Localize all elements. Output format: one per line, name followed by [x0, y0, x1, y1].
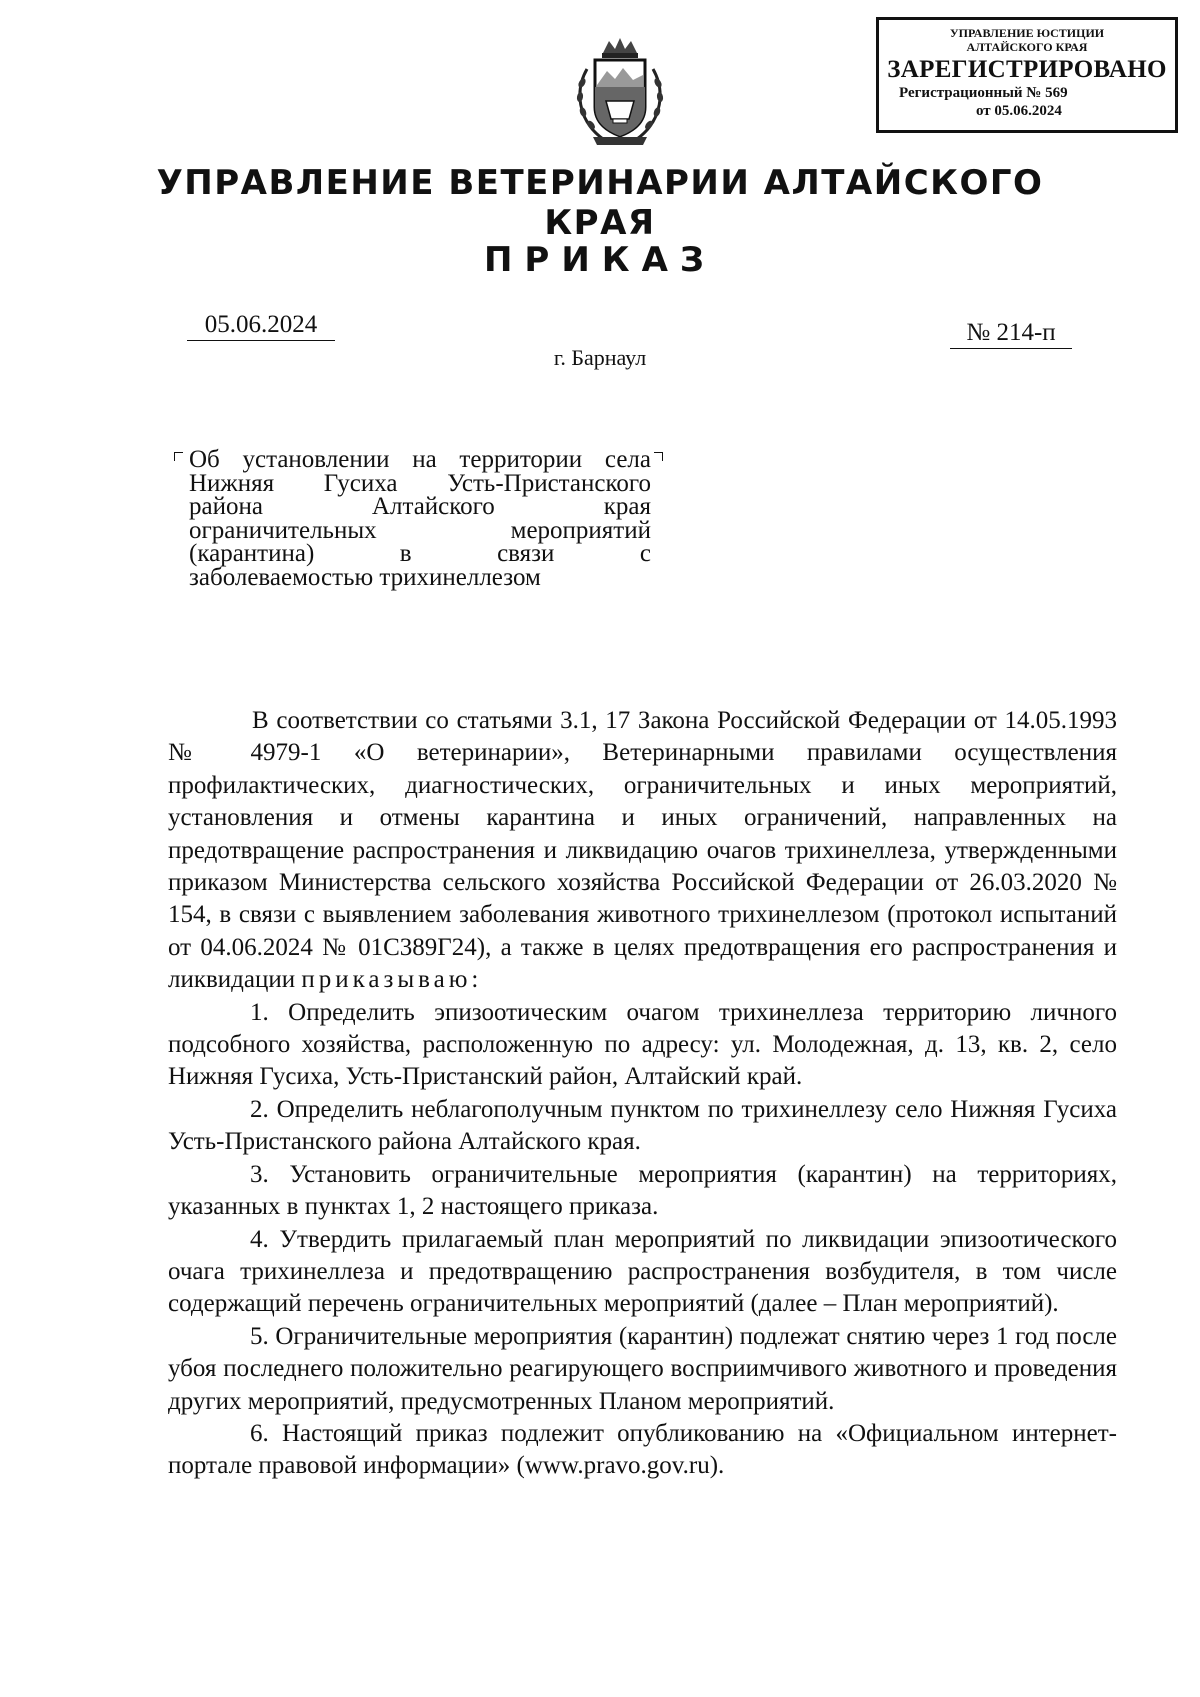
subject-line: района Алтайского края — [189, 493, 651, 521]
subject-line: ограничительных мероприятий — [189, 516, 651, 544]
preamble-paragraph — [168, 705, 1117, 997]
subject-line: (карантина) в связи с — [189, 540, 651, 568]
stamp-reg-number: Регистрационный № 569 — [899, 85, 1068, 101]
agency-title: УПРАВЛЕНИЕ ВЕТЕРИНАРИИ АЛТАЙСКОГО КРАЯ — [156, 163, 1044, 243]
order-item: 3. Установить ограничительные мероприятия (карантин) на территориях, указанных в пунктах 1, 2 настоящего приказа. — [168, 1160, 1117, 1221]
order-item: 5. Ограничительные мероприятия (карантин) подлежат снятию через 1 год после убоя последнего положительно реагирующего восприимчивого животного и проведения других мероприятий, предусмотренных Планом мероприятий. — [168, 1322, 1117, 1415]
subject-line: Об установлении на территории села — [189, 446, 651, 473]
order-item: 1. Определить эпизоотическим очагом трихинеллеза территорию личного подсобного хозяйства, расположенную по адресу: ул. Молодежная, д. 13, кв. 2, село Нижняя Гусиха, Усть-Пристанский район, Алтайский край. — [168, 998, 1117, 1091]
preamble-text: В соответствии со статьями 3.1, 17 Закона Российской Федерации от 14.05.1993 № 4979-1 «О ветеринарии», Ветеринарными правилами осуществления профилактических, диагностических, ограничительных и иных мероприятий, установления и отмены карантина и иных ограничений, направленных на предотвращение распространения и ликвидацию очагов трихинеллеза, утвержденными приказом Министерства сельского хозяйства Российской Федерации от 26.03.2020 № 154, в связи с выявлением заболевания животного трихинеллезом (протокол испытаний от 04.06.2024 № 01С389Г24), а также в целях предотвращения его распространения и ликвидации — [168, 707, 1117, 994]
stamp-org-line1: УПРАВЛЕНИЕ ЮСТИЦИИ — [949, 26, 1105, 40]
order-city: г. Барнаул — [553, 345, 647, 370]
subject-line: Нижняя Гусиха Усть-Пристанского — [189, 469, 651, 497]
stamp-org-line2: АЛТАЙСКОГО КРАЯ — [966, 40, 1088, 54]
registration-stamp — [876, 17, 1178, 133]
altai-krai-coat-of-arms-icon — [573, 35, 667, 150]
stamp-status: ЗАРЕГИСТРИРОВАНО — [887, 56, 1167, 83]
subject-corner-left — [174, 452, 183, 461]
order-item: 2. Определить неблагополучным пунктом по трихинеллезу село Нижняя Гусиха Усть-Пристанского района Алтайского края. — [168, 1095, 1117, 1156]
order-word: приказываю: — [301, 966, 483, 994]
order-body — [168, 705, 1117, 1483]
stamp-reg-date: от 05.06.2024 — [976, 103, 1062, 119]
order-number: № 214-п — [950, 318, 1072, 349]
order-subject — [189, 448, 651, 590]
order-item: 6. Настоящий приказ подлежит опубликованию на «Официальном интернет-портале правовой информации» (www.pravo.gov.ru). — [168, 1419, 1117, 1480]
order-item: 4. Утвердить прилагаемый план мероприятий по ликвидации эпизоотического очага трихинеллеза и предотвращению распространения возбудителя, в том числе содержащий перечень ограничительных мероприятий (далее – План мероприятий). — [168, 1225, 1117, 1318]
document-type-title: ПРИКАЗ — [483, 240, 717, 280]
subject-corner-right — [654, 452, 663, 461]
subject-line: заболеваемостью трихинеллезом — [189, 563, 541, 591]
order-date: 05.06.2024 — [187, 310, 335, 341]
